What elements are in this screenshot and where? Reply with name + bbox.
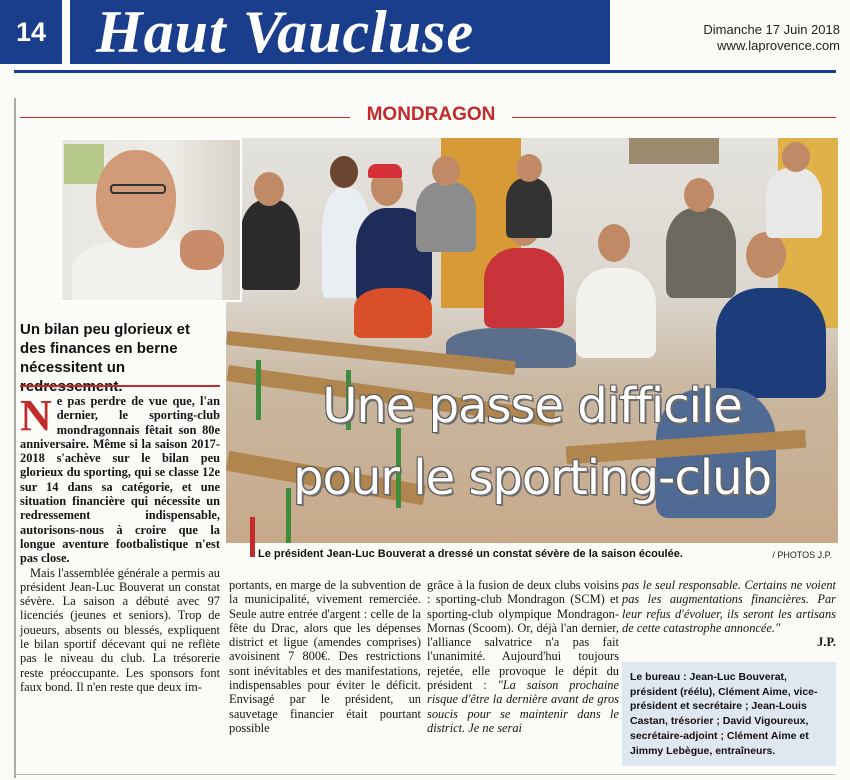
person-head	[96, 150, 176, 248]
section-label: MONDRAGON	[366, 104, 496, 125]
footer-rule	[14, 774, 836, 775]
person-silhouette	[354, 288, 432, 338]
margin-rule	[14, 98, 16, 778]
person-head	[330, 156, 358, 188]
section-rule-right	[512, 117, 836, 118]
edition-date: Dimanche 17 Juin 2018	[703, 22, 840, 37]
quote-continuation: pas le seul responsable. Certains ne voient pas les augmentations financières. Par leur refus d'évoluer, ils seront les artisans de cette catastrophe annoncée."	[622, 578, 836, 635]
article-column-4	[622, 578, 836, 649]
photo-credit: / PHOTOS J.P.	[772, 550, 832, 560]
person-hands	[180, 230, 224, 270]
body-text: grâce à la fusion de deux clubs voisins : sporting-club Mondragon (SCM) et sporting-club olympique Mondragon-Mornas (Scoom). Or, déjà l'an dernier, l'alliance salvatrice n'a pas fait l'unanimité. Aujourd'hui toujours rejetée, elle provoque le dépit du président :	[427, 578, 619, 693]
caption-marker	[250, 517, 255, 557]
president-quote: "La saison prochaine risque d'être la dernière avant de gros soucis pour se maintenir dans le district. Je ne serai	[427, 678, 619, 735]
person-head	[684, 178, 714, 212]
article-column-1	[20, 391, 220, 694]
article-deck: Un bilan peu glorieux et des finances en berne nécessitent un	[20, 321, 191, 376]
meeting-photo	[226, 138, 838, 543]
edition-info	[703, 22, 840, 54]
person-silhouette	[666, 208, 736, 298]
person-silhouette	[766, 168, 822, 238]
person-head	[746, 232, 786, 278]
person-silhouette	[416, 182, 476, 252]
glasses-icon	[110, 184, 166, 194]
person-silhouette	[240, 200, 300, 290]
lead-text: e pas perdre de vue que, l'an dernier, le sporting-club mondragonnais fêtait son 80e anniversaire. Même si la saison 2017-2018 s'achève sur le bilan peu glorieux du sporting, qui se classe 12e sur 14 dans sa catégorie, et une situation financière qui nécessite un redressement indispensable, autorisons-nous à croire que la longue aventure footbalistique n'est pas close.	[20, 394, 220, 566]
body-paragraph: Mais l'assemblée générale a permis au président Jean-Luc Bouverat un constat sévère. La saison a débuté avec 97 licenciés (jeunes et seniors). Trop de joueurs, absents ou blessés, expliquent le bilan sportif décevant qui ne reflète pas le niveau du club. La trésorerie reste préoccupante. Les sponsors font faux bond. Il n'en reste que deux im-	[20, 565, 220, 694]
wall-board	[629, 138, 719, 164]
person-head	[782, 142, 810, 172]
bureau-box: Le bureau : Jean-Luc Bouverat, président (réélu), Clément Aime, vice-président et secrétaire ; Jean-Louis Castan, trésorier ; David Vigoureux, secrétaire-adjoint ; Clément Aime et Jimmy Lebègue, entraîneurs.	[622, 662, 836, 766]
page-number: 14	[0, 0, 62, 64]
author-signature: J.P.	[817, 635, 836, 650]
person-silhouette	[484, 248, 564, 328]
lead-paragraph	[20, 391, 220, 566]
article-column-2	[229, 578, 421, 735]
body-paragraph: portants, en marge de la subvention de la municipalité, vivement remerciée. Seule autre entrée d'argent : celle de la fête du Drac, alors que les dépenses district et ligue (amendes comprises) avoisinent 7 800€. Des restrictions sont inévitables et des manifestations, indispensables pour éviter le déficit. Envisagé par le président, un sauvetage financier était pourtant possible	[229, 578, 421, 735]
red-cap	[368, 164, 402, 178]
drop-cap: N	[20, 391, 52, 440]
photo-caption: Le président Jean-Luc Bouverat a dressé un constat sévère de la saison écoulée.	[258, 548, 683, 560]
article-column-3	[427, 578, 619, 735]
website-link[interactable]: www.laprovence.com	[717, 38, 840, 53]
deck-rule	[20, 385, 220, 387]
headline-line-2: pour le sporting-club	[293, 450, 771, 506]
section-rule-left	[20, 117, 350, 118]
person-head	[254, 172, 284, 206]
president-portrait	[60, 138, 242, 302]
headline-line-1: Une passe difficile	[322, 378, 742, 434]
person-head	[516, 154, 542, 182]
person-head	[598, 224, 630, 262]
person-silhouette	[506, 178, 552, 238]
person-head	[432, 156, 460, 186]
header-rule	[14, 70, 836, 73]
person-silhouette	[576, 268, 656, 358]
masthead-title: Haut Vaucluse	[70, 0, 610, 64]
